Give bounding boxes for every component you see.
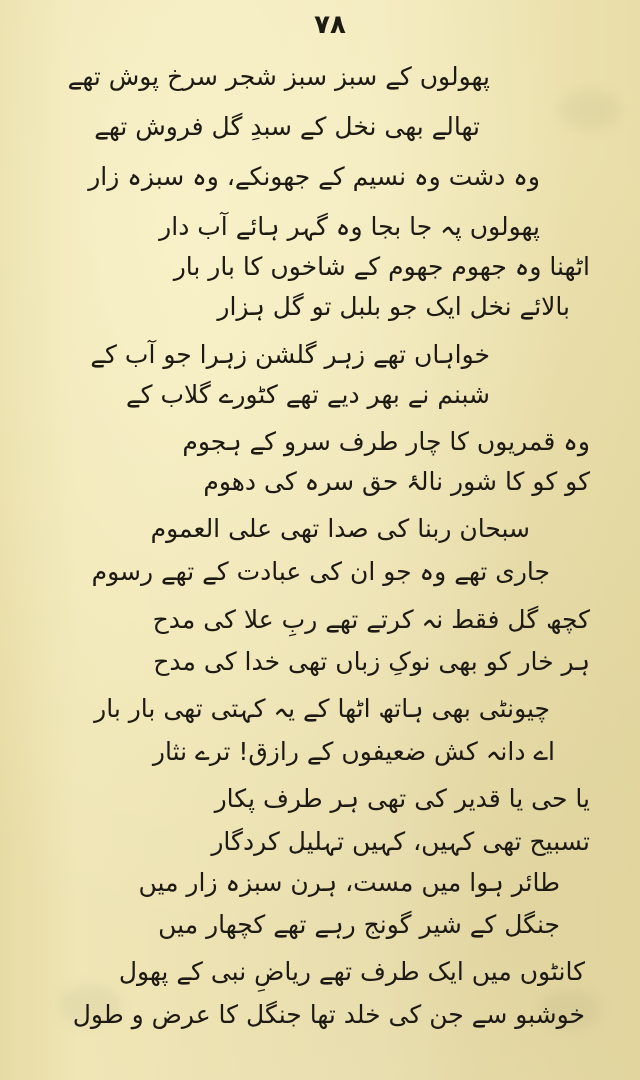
poem-line-1: پھولوں کے سبز سبز شجر سرخ پوش تھے <box>67 62 490 91</box>
poem-line-15: چیونٹی بھی ہاتھ اٹھا کے یہ کہتی تھی بار بار <box>94 694 550 723</box>
poem-line-21: کانٹوں میں ایک طرف تھے ریاضِ نبی کے پھول <box>118 957 585 986</box>
poem-line-5: اٹھنا وہ جھوم جھوم کے شاخوں کا بار بار <box>173 252 590 281</box>
page-number: ۷۸ <box>314 10 346 40</box>
poem-line-4: پھولوں پہ جا بجا وہ گہر ہائے آب دار <box>159 212 540 241</box>
poem-line-2: تھالے بھی نخل کے سبدِ گل فروش تھے <box>94 112 480 141</box>
poem-line-13: کچھ گل فقط نہ کرتے تھے ربِ علا کی مدح <box>152 605 590 634</box>
poem-line-6: بالائے نخل ایک جو بلبل تو گل ہزار <box>217 292 570 321</box>
poem-line-9: وہ قمریوں کا چار طرف سرو کے ہجوم <box>182 427 590 456</box>
poem-line-22: خوشبو سے جن کی خلد تھا جنگل کا عرض و طول <box>72 1000 585 1029</box>
poem-line-14: ہر خار کو بھی نوکِ زباں تھی خدا کی مدح <box>153 647 590 676</box>
ink-bleed <box>560 90 620 130</box>
poem-line-19: طائر ہوا میں مست، ہرن سبزہ زار میں <box>138 868 560 897</box>
poem-line-17: یا حی یا قدیر کی تھی ہر طرف پکار <box>214 784 590 813</box>
poem-line-7: خواہاں تھے زہر گلشن زہرا جو آب کے <box>90 340 490 369</box>
poem-line-20: جنگل کے شیر گونج رہے تھے کچھار میں <box>158 910 560 939</box>
poem-line-11: سبحان ربنا کی صدا تھی علی العموم <box>150 514 530 543</box>
poem-line-10: کو کو کا شور نالۂ حق سرہ کی دھوم <box>203 467 590 496</box>
poem-line-8: شبنم نے بھر دیے تھے کٹورے گلاب کے <box>125 380 490 409</box>
poem-line-18: تسبیح تھی کہیں، کہیں تہلیل کردگار <box>211 827 590 856</box>
poem-line-16: اے دانہ کش ضعیفوں کے رازق! ترے نثار <box>152 737 555 766</box>
poem-line-12: جاری تھے وہ جو ان کی عبادت کے تھے رسوم <box>91 557 550 586</box>
poem-line-3: وہ دشت وہ نسیم کے جھونکے، وہ سبزہ زار <box>88 162 540 191</box>
